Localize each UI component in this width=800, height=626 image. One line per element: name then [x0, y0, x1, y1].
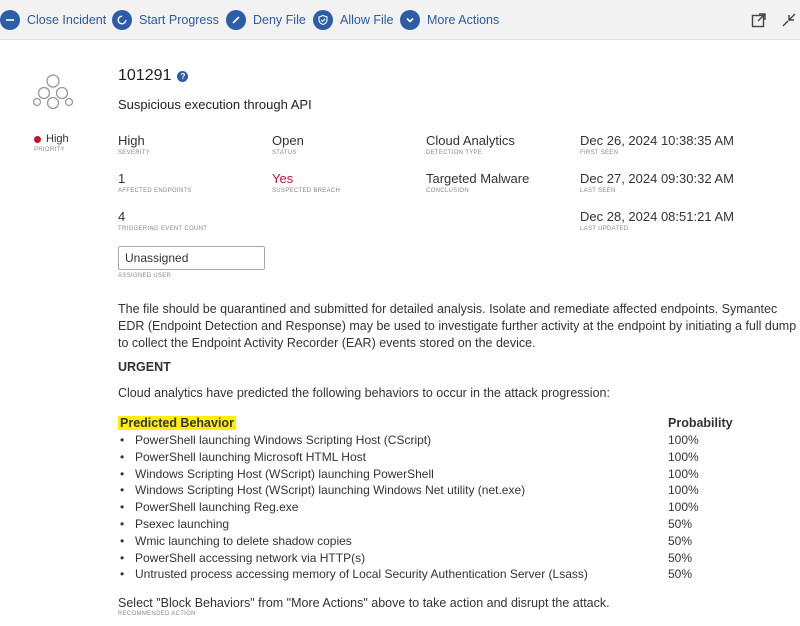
last-seen-field [580, 171, 734, 194]
last-seen-value: Dec 27, 2024 09:30:32 AM [580, 171, 734, 186]
start-progress-button[interactable] [112, 9, 219, 31]
deny-file-button[interactable] [226, 9, 306, 31]
list-item [118, 432, 758, 449]
start-progress-label: Start Progress [139, 13, 219, 27]
incident-id [118, 67, 188, 85]
behavior-probability: 100% [668, 483, 699, 498]
affected-endpoints-field [118, 171, 192, 194]
urgent-heading: URGENT [118, 360, 171, 374]
affected-endpoints-label: AFFECTED ENDPOINTS [118, 188, 192, 194]
last-updated-label: LAST UPDATED [580, 226, 629, 232]
priority-dot-icon [34, 136, 41, 143]
deny-file-label: Deny File [253, 13, 306, 27]
behavior-probability: 100% [668, 433, 699, 447]
behavior-probability: 50% [668, 550, 693, 565]
behavior-probability: 100% [668, 500, 699, 515]
behavior-name: • PowerShell launching Microsoft HTML Host [118, 449, 366, 466]
behavior-name: • Wmic launching to delete shadow copies [118, 533, 352, 550]
affected-endpoints-value: 1 [118, 171, 126, 186]
more-actions-label: More Actions [427, 13, 500, 27]
behavior-probability: 50% [668, 516, 693, 531]
help-icon[interactable]: ? [177, 71, 188, 82]
first-seen-field [580, 133, 734, 156]
progress-icon [112, 10, 132, 30]
severity-value: High [118, 133, 145, 148]
close-incident-label: Close Incident [27, 13, 107, 27]
suspected-breach-label: SUSPECTED BREACH [272, 188, 341, 194]
recommendation-description: The file should be quarantined and submitted for detailed analysis. Isolate and remediate affected endpoints. Symantec EDR (Endpoint Detection and Response) may be used to investigate further activity at the endpoint by initiating a full dump to collect the Endpoint Activity Recorder (EAR) events stored on the device. [118, 302, 797, 350]
last-updated-value: Dec 28, 2024 08:51:21 AM [580, 209, 734, 224]
incident-title: Suspicious execution through API [118, 97, 312, 112]
conclusion-field [426, 171, 529, 194]
list-item [118, 566, 758, 583]
severity-label: SEVERITY [118, 150, 151, 156]
behavior-probability: 50% [668, 567, 693, 582]
chevron-down-icon [400, 10, 420, 30]
conclusion-label: CONCLUSION [426, 188, 470, 194]
detection-type-field [426, 133, 515, 156]
minus-circle-icon [0, 10, 20, 30]
behavior-name: • Windows Scripting Host (WScript) launching PowerShell [118, 466, 434, 483]
status-label: STATUS [272, 150, 297, 156]
probability-header: Probability [668, 416, 733, 430]
first-seen-label: FIRST SEEN [580, 150, 619, 156]
assigned-user-label: ASSIGNED USER [118, 273, 172, 279]
assigned-user-field [118, 246, 265, 279]
behavior-name: • PowerShell launching Reg.exe [118, 499, 298, 516]
behavior-name: • Windows Scripting Host (WScript) launching Windows Net utility (net.exe) [118, 482, 525, 499]
collapse-icon[interactable] [780, 11, 798, 29]
list-item [118, 499, 758, 516]
predicted-behavior-header: Predicted Behavior [120, 416, 234, 430]
status-field [272, 133, 304, 156]
list-item [118, 533, 758, 550]
behavior-probability: 100% [668, 449, 699, 464]
assigned-user-input[interactable]: Unassigned [118, 246, 265, 270]
behavior-name: • PowerShell accessing network via HTTP(s) [118, 550, 365, 567]
allow-file-label: Allow File [340, 13, 394, 27]
incident-graph-icon [33, 72, 73, 112]
detection-type-value: Cloud Analytics [426, 133, 515, 148]
behavior-name: • Untrusted process accessing memory of Local Security Authentication Server (Lsass) [118, 566, 588, 583]
list-item [118, 466, 758, 483]
last-seen-label: LAST SEEN [580, 188, 616, 194]
severity-field [118, 133, 150, 156]
behavior-name: • PowerShell launching Windows Scripting Host (CScript) [118, 432, 431, 449]
behavior-probability: 100% [668, 466, 699, 481]
suspected-breach-field [272, 171, 340, 194]
list-item [118, 516, 758, 533]
suspected-breach-value: Yes [272, 171, 294, 186]
priority-label: PRIORITY [34, 147, 65, 153]
deny-icon [226, 10, 246, 30]
triggering-event-count-label: TRIGGERING EVENT COUNT [118, 226, 208, 232]
behavior-probability: 50% [668, 533, 693, 548]
triggering-event-count-field [118, 209, 207, 232]
predicted-behavior-list [118, 432, 758, 583]
triggering-event-count-value: 4 [118, 209, 126, 224]
list-item [118, 550, 758, 567]
last-updated-field [580, 209, 734, 232]
list-item [118, 449, 758, 466]
priority-value: High [46, 133, 69, 145]
close-incident-button[interactable] [0, 9, 106, 31]
more-actions-button[interactable] [400, 9, 499, 31]
cloud-analytics-line: Cloud analytics have predicted the following behaviors to occur in the attack progression: [118, 386, 610, 400]
open-external-icon[interactable] [750, 11, 768, 29]
incident-id-value: 101291 [118, 67, 172, 84]
detection-type-label: DETECTION TYPE [426, 150, 483, 156]
allow-file-button[interactable] [313, 9, 394, 31]
status-value: Open [272, 133, 304, 148]
conclusion-value: Targeted Malware [426, 171, 530, 186]
shield-check-icon [313, 10, 333, 30]
list-item [118, 482, 758, 499]
recommended-action-label: RECOMMENDED ACTION [118, 611, 196, 617]
first-seen-value: Dec 26, 2024 10:38:35 AM [580, 133, 734, 148]
behavior-name: • Psexec launching [118, 516, 229, 533]
priority-field [34, 133, 69, 153]
recommended-action-text: Select "Block Behaviors" from "More Actions" above to take action and disrupt the attack. [118, 596, 610, 610]
recommended-action [118, 596, 610, 617]
action-toolbar [0, 0, 800, 40]
